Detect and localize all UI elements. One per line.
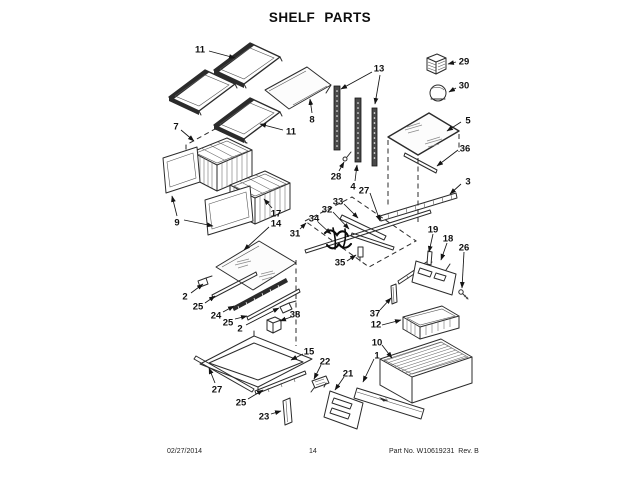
filter-box-29 — [427, 54, 446, 74]
leader-line-35 — [347, 255, 356, 261]
leader-line-12 — [382, 320, 401, 325]
part-callout-37: 37 — [369, 308, 381, 320]
part-callout-10: 10 — [371, 337, 383, 349]
leader-line-27 — [370, 193, 380, 221]
part-callout-30: 30 — [458, 80, 470, 92]
leader-line-32 — [333, 212, 349, 229]
cover-shelf-5 — [388, 113, 459, 222]
screw-26 — [459, 290, 468, 299]
bracket-22 — [311, 376, 329, 392]
part-callout-12: 12 — [370, 319, 382, 331]
part-callout-27: 27 — [211, 384, 223, 396]
leader-line-26 — [462, 252, 464, 288]
part-callout-14: 14 — [270, 218, 282, 230]
part-callout-27: 27 — [358, 185, 370, 197]
support-rail-27-top — [305, 210, 431, 253]
part-callout-11: 11 — [285, 126, 297, 138]
shelf-assembly-11 — [169, 43, 282, 143]
control-unit-18 — [412, 261, 456, 295]
part-callout-2: 2 — [237, 323, 243, 335]
part-callout-32: 32 — [321, 204, 333, 216]
leader-line-10 — [382, 345, 392, 358]
leader-line-8 — [310, 99, 312, 113]
part-callout-1: 1 — [374, 350, 380, 362]
leader-line-2 — [191, 284, 203, 293]
leader-line-25 — [235, 316, 247, 319]
leader-line-9 — [172, 196, 177, 216]
bin-12 — [403, 306, 459, 339]
leader-line-1 — [363, 359, 374, 382]
front-trim-1 — [354, 388, 424, 419]
glass-insert-8 — [265, 67, 331, 109]
leader-line-3 — [450, 184, 461, 194]
part-callout-31: 31 — [289, 228, 301, 240]
part-callout-19: 19 — [427, 224, 439, 236]
part-callout-25: 25 — [192, 301, 204, 313]
leader-line-13 — [341, 72, 372, 89]
part-callout-18: 18 — [442, 233, 454, 245]
leader-line-4 — [355, 165, 357, 181]
part-callout-2: 2 — [182, 291, 188, 303]
leader-line-36 — [437, 150, 458, 166]
wire-rack-10 — [380, 339, 472, 403]
footer-part-number: Part No. W10619231 Rev. B — [389, 448, 479, 455]
part-callout-24: 24 — [210, 310, 222, 322]
frame-15 — [200, 331, 312, 391]
leader-line-13 — [375, 75, 380, 104]
part-callout-29: 29 — [458, 56, 470, 68]
part-callout-5: 5 — [465, 115, 471, 127]
leader-line-19 — [429, 234, 433, 252]
part-callout-38: 38 — [289, 309, 301, 321]
part-callout-25: 25 — [222, 317, 234, 329]
part-callout-34: 34 — [308, 213, 320, 225]
part-callout-23: 23 — [258, 411, 270, 423]
trim-rail-36 — [404, 153, 437, 173]
part-callout-3: 3 — [465, 176, 471, 188]
leader-line-25 — [205, 296, 215, 303]
part-callout-22: 22 — [319, 356, 331, 368]
part-callout-9: 9 — [174, 217, 180, 229]
footer-date: 02/27/2014 — [167, 448, 203, 455]
spacer-23 — [283, 398, 292, 425]
part-callout-28: 28 — [330, 171, 342, 183]
part-callout-33: 33 — [332, 196, 344, 208]
leader-line-28 — [339, 162, 344, 171]
part-callout-25: 25 — [235, 397, 247, 409]
leader-line-37 — [380, 298, 391, 310]
part-callout-15: 15 — [303, 346, 315, 358]
leader-line-11 — [209, 51, 235, 58]
leader-line-11 — [260, 124, 283, 130]
leader-line-30 — [449, 88, 456, 92]
leader-line-31 — [300, 223, 306, 229]
stop-block-38 — [267, 317, 281, 333]
part-callout-17: 17 — [270, 208, 282, 220]
part-callout-35: 35 — [334, 257, 346, 269]
leader-line-24 — [223, 306, 234, 312]
part-callout-7: 7 — [173, 121, 179, 133]
page-title: SHELF PARTS — [268, 10, 372, 25]
screw-28 — [343, 152, 351, 161]
leader-line-18 — [441, 243, 447, 260]
part-callout-4: 4 — [350, 181, 356, 193]
part-callout-8: 8 — [309, 114, 315, 126]
footer-page-number: 14 — [309, 448, 317, 455]
leader-line-23 — [271, 411, 281, 414]
part-callout-36: 36 — [459, 143, 471, 155]
leader-line-29 — [448, 62, 456, 64]
part-callout-26: 26 — [458, 242, 470, 254]
filter-cap-30 — [430, 85, 446, 101]
spacer-37 — [391, 284, 397, 304]
part-callout-21: 21 — [342, 368, 354, 380]
leader-line-33 — [344, 204, 358, 218]
leader-line-7 — [181, 130, 194, 141]
page-footer — [0, 446, 640, 460]
bracket-35 — [358, 247, 363, 261]
part-callout-11: 11 — [194, 44, 206, 56]
mounting-rails-13 — [334, 86, 377, 166]
part-callout-13: 13 — [373, 63, 385, 75]
